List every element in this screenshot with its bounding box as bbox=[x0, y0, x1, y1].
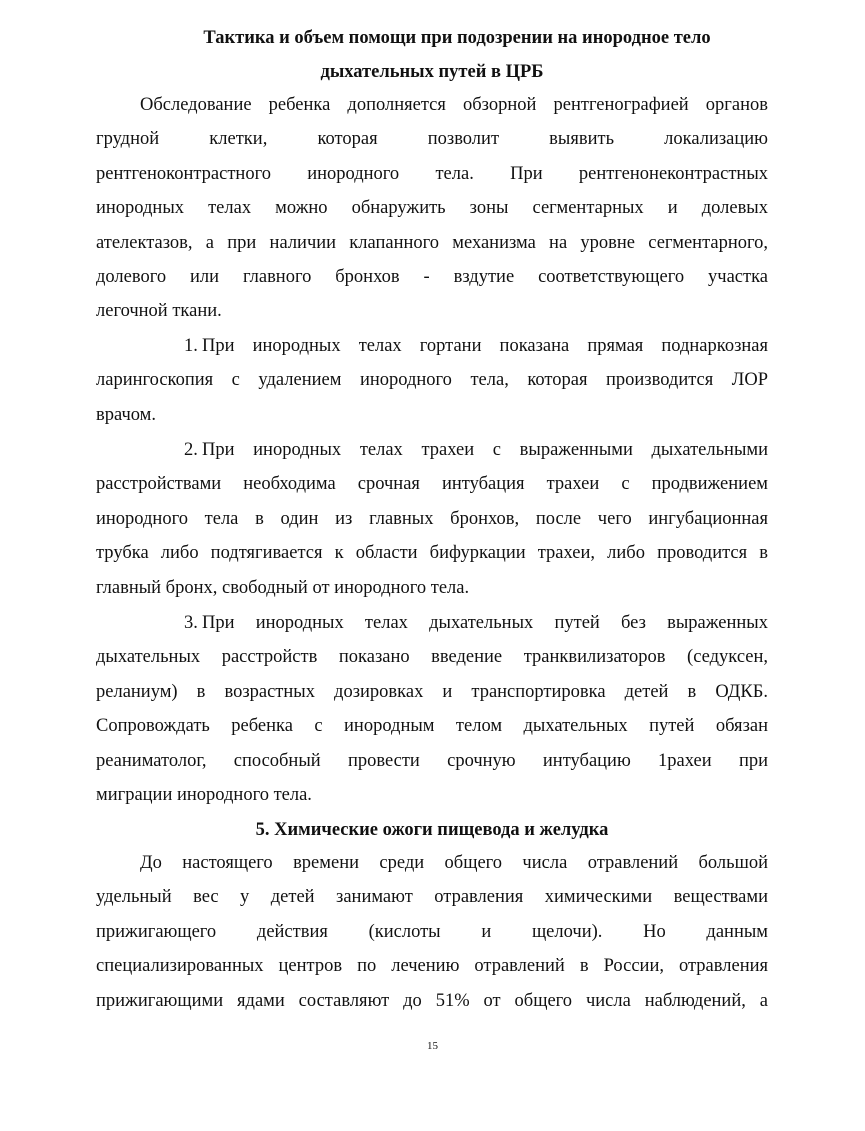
text-line: До настоящего времени среди общего числа отравлений большой bbox=[140, 853, 768, 873]
list-number: 3. bbox=[184, 613, 198, 633]
paragraph-chemical-burns bbox=[96, 846, 768, 1018]
text-line: реаниматолог, способный провести срочную интубацию 1рахеи при bbox=[96, 750, 768, 771]
section-5-title: 5. Химические ожоги пищевода и желудка bbox=[255, 820, 609, 840]
text-line bbox=[96, 606, 768, 640]
text-line: долевого или главного бронхов - вздутие соответствующего участка bbox=[96, 266, 768, 287]
text-line: удельный вес у детей занимают отравления химическими веществами bbox=[96, 887, 768, 908]
heading-line-2: дыхательных путей в ЦРБ bbox=[320, 62, 544, 82]
text-line: прижигающими ядами составляют до 51% от общего числа наблюдений, а bbox=[96, 990, 768, 1011]
text-line: рентгеноконтрастного инородного тела. При рентгенонеконтрастных bbox=[96, 163, 768, 184]
text-line bbox=[96, 433, 768, 467]
text-line: миграции инородного тела. bbox=[96, 784, 312, 805]
list-item-2 bbox=[96, 433, 768, 605]
list-text: При инородных телах дыхательных путей без выраженных bbox=[202, 613, 768, 633]
heading-line-1: Тактика и объем помощи при подозрении на инородное тело bbox=[203, 28, 711, 48]
text-line: грудной клетки, которая позволит выявить локализацию bbox=[96, 129, 768, 150]
text-line: дыхательных расстройств показано введение транквилизаторов (седуксен, bbox=[96, 647, 768, 668]
text-line: главный бронх, свободный от инородного тела. bbox=[96, 577, 470, 598]
text-line: расстройствами необходима срочная интубация трахеи с продвижением bbox=[96, 474, 768, 495]
text-line: Сопровождать ребенка с инородным телом дыхательных путей обязан bbox=[96, 716, 768, 737]
text-line: ларингоскопия с удалением инородного тела, которая производится ЛОР bbox=[96, 370, 768, 391]
list-number: 1. bbox=[184, 336, 198, 356]
text-line: прижигающего действия (кислоты и щелочи). Но данным bbox=[96, 921, 768, 942]
list-item-1 bbox=[96, 329, 768, 432]
list-number: 2. bbox=[184, 440, 198, 460]
page-number: 15 bbox=[427, 1040, 438, 1052]
paragraph-examination bbox=[96, 88, 768, 329]
text-line bbox=[96, 329, 768, 363]
text-line: специализированных центров по лечению отравлений в России, отравления bbox=[96, 956, 768, 977]
list-text: При инородных телах трахеи с выраженными дыхательными bbox=[202, 440, 768, 460]
text-line: легочной ткани. bbox=[96, 301, 222, 322]
text-line: реланиум) в возрастных дозировках и транспортировка детей в ОДКБ. bbox=[96, 681, 768, 702]
list-text: При инородных телах гортани показана прямая поднаркозная bbox=[202, 336, 768, 356]
text-line: инородного тела в один из главных бронхов, после чего ингубационная bbox=[96, 508, 768, 529]
text-line: врачом. bbox=[96, 404, 156, 425]
text-line: трубка либо подтягивается к области бифуркации трахеи, либо проводится в bbox=[96, 543, 768, 564]
list-item-3 bbox=[96, 606, 768, 812]
text-line: инородных телах можно обнаружить зоны сегментарных и долевых bbox=[96, 198, 768, 219]
text-line: Обследование ребенка дополняется обзорной рентгенографией органов bbox=[140, 95, 768, 115]
text-line: ателектазов, а при наличии клапанного механизма на уровне сегментарного, bbox=[96, 232, 768, 253]
